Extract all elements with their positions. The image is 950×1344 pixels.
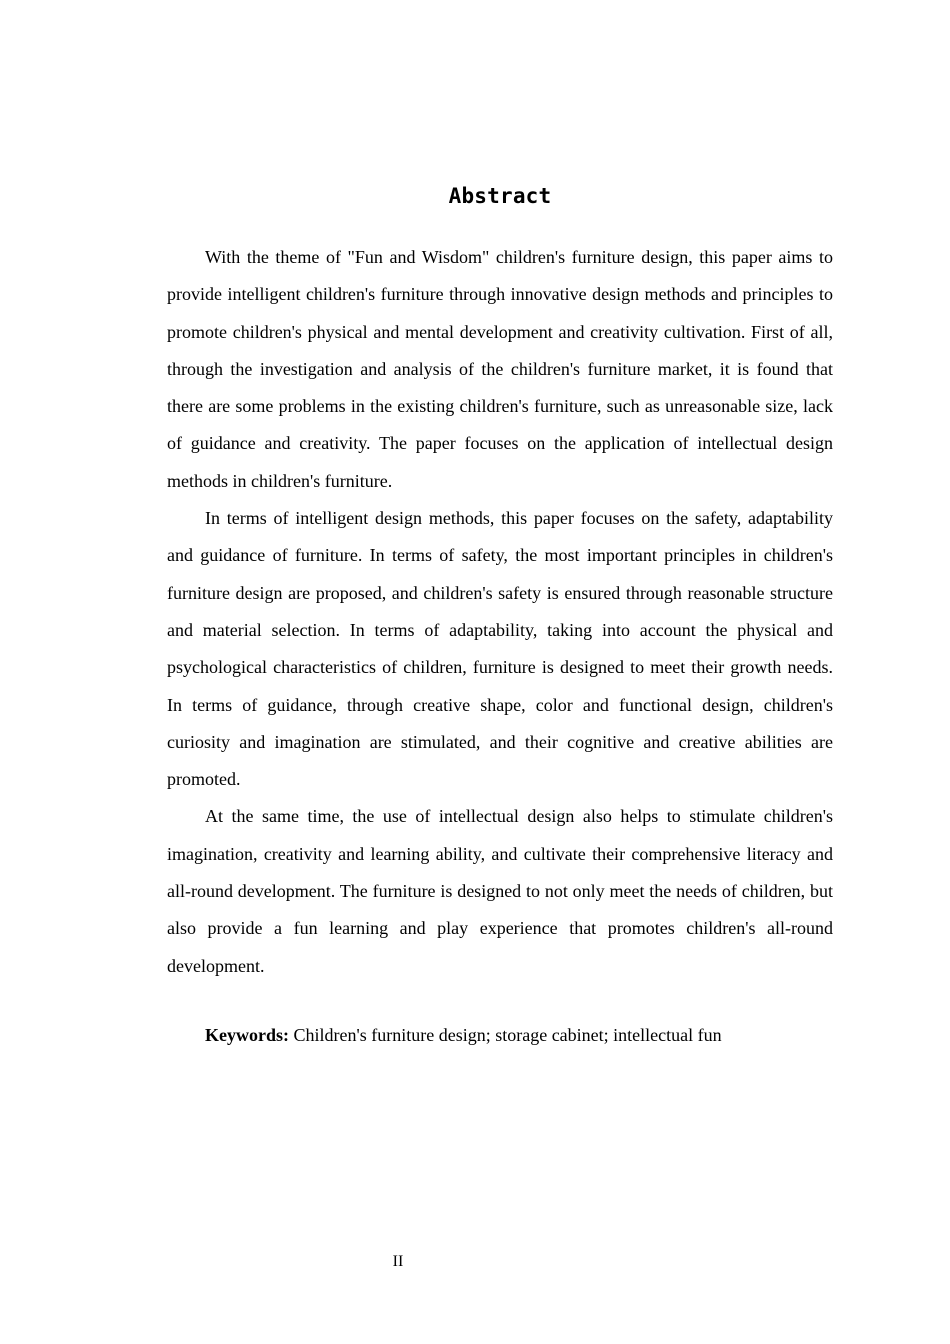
abstract-body	[167, 239, 833, 985]
abstract-paragraph-2: In terms of intelligent design methods, this paper focuses on the safety, adaptability and guidance of furniture. In terms of safety, the most important principles in children's furniture design are proposed, and children's safety is ensured through reasonable structure and material selection. In terms of adaptability, taking into account the physical and psychological characteristics of children, furniture is designed to meet their growth needs. In terms of guidance, through creative shape, color and functional design, children's curiosity and imagination are stimulated, and their cognitive and creative abilities are promoted.	[167, 508, 833, 790]
abstract-title: Abstract	[448, 184, 552, 208]
keywords-text: Children's furniture design; storage cabinet; intellectual fun	[289, 1025, 722, 1045]
keywords-label: Keywords:	[205, 1025, 289, 1045]
page-number: II	[392, 1253, 404, 1270]
keywords-line	[205, 1017, 845, 1053]
abstract-paragraph-3: At the same time, the use of intellectual design also helps to stimulate children's imagination, creativity and learning ability, and cultivate their comprehensive literacy and all-round development. The furniture is designed to not only meet the needs of children, but also provide a fun learning and play experience that promotes children's all-round development.	[167, 806, 833, 976]
abstract-paragraph-1: With the theme of "Fun and Wisdom" children's furniture design, this paper aims to provide intelligent children's furniture through innovative design methods and principles to promote children's physical and mental development and creativity cultivation. First of all, through the investigation and analysis of the children's furniture market, it is found that there are some problems in the existing children's furniture, such as unreasonable size, lack of guidance and creativity. The paper focuses on the application of intellectual design methods in children's furniture.	[167, 247, 833, 491]
